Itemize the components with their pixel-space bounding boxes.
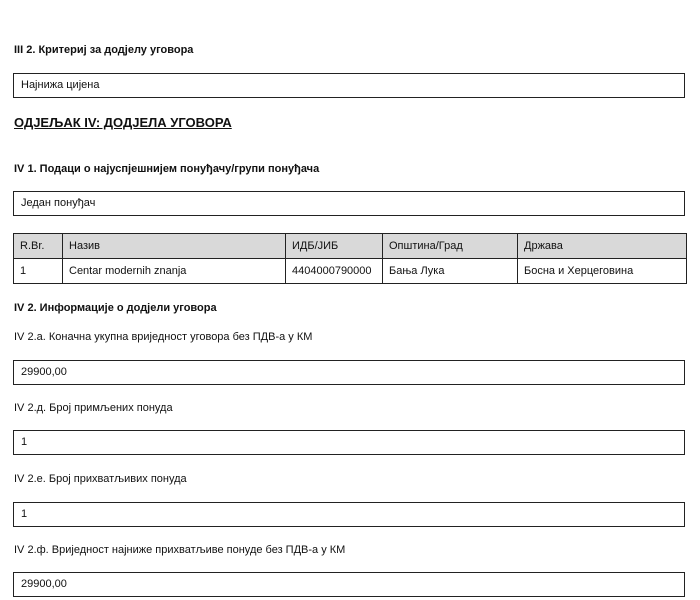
final-value-field: 29900,00 xyxy=(13,360,685,385)
bidders-table xyxy=(13,233,687,284)
acceptable-bids-label: IV 2.е. Број прихватљивих понуда xyxy=(14,473,187,485)
header-municipality: Општина/Град xyxy=(383,234,518,259)
table-row xyxy=(14,259,687,284)
received-bids-label: IV 2.д. Број примљених понуда xyxy=(14,402,173,414)
acceptable-bids-field: 1 xyxy=(13,502,685,527)
cell-id: 4404000790000 xyxy=(286,259,383,284)
cell-rbr: 1 xyxy=(14,259,63,284)
cell-municipality: Бања Лука xyxy=(383,259,518,284)
lowest-bid-label: IV 2.ф. Вриједност најниже прихватљиве понуде без ПДВ-а у КМ xyxy=(14,544,346,556)
criterion-heading: III 2. Критериј за додјелу уговора xyxy=(14,44,194,56)
award-info-heading: IV 2. Информације о додјели уговора xyxy=(14,302,217,314)
received-bids-field: 1 xyxy=(13,430,685,455)
lowest-bid-field: 29900,00 xyxy=(13,572,685,597)
cell-name: Centar modernih znanja xyxy=(63,259,286,284)
header-id: ИДБ/ЈИБ xyxy=(286,234,383,259)
criterion-value-field: Најнижа цијена xyxy=(13,73,685,98)
header-name: Назив xyxy=(63,234,286,259)
cell-country: Босна и Херцеговина xyxy=(518,259,687,284)
table-header-row xyxy=(14,234,687,259)
header-country: Држава xyxy=(518,234,687,259)
bidder-heading: IV 1. Подаци о најуспјешнијем понуђачу/групи понуђача xyxy=(14,163,320,175)
header-rbr: R.Br. xyxy=(14,234,63,259)
section-title: ОДЈЕЉАК IV: ДОДЈЕЛА УГОВОРА xyxy=(14,115,232,130)
final-value-label: IV 2.а. Коначна укупна вриједност уговора без ПДВ-а у КМ xyxy=(14,331,313,343)
bidder-value-field: Један понуђач xyxy=(13,191,685,216)
